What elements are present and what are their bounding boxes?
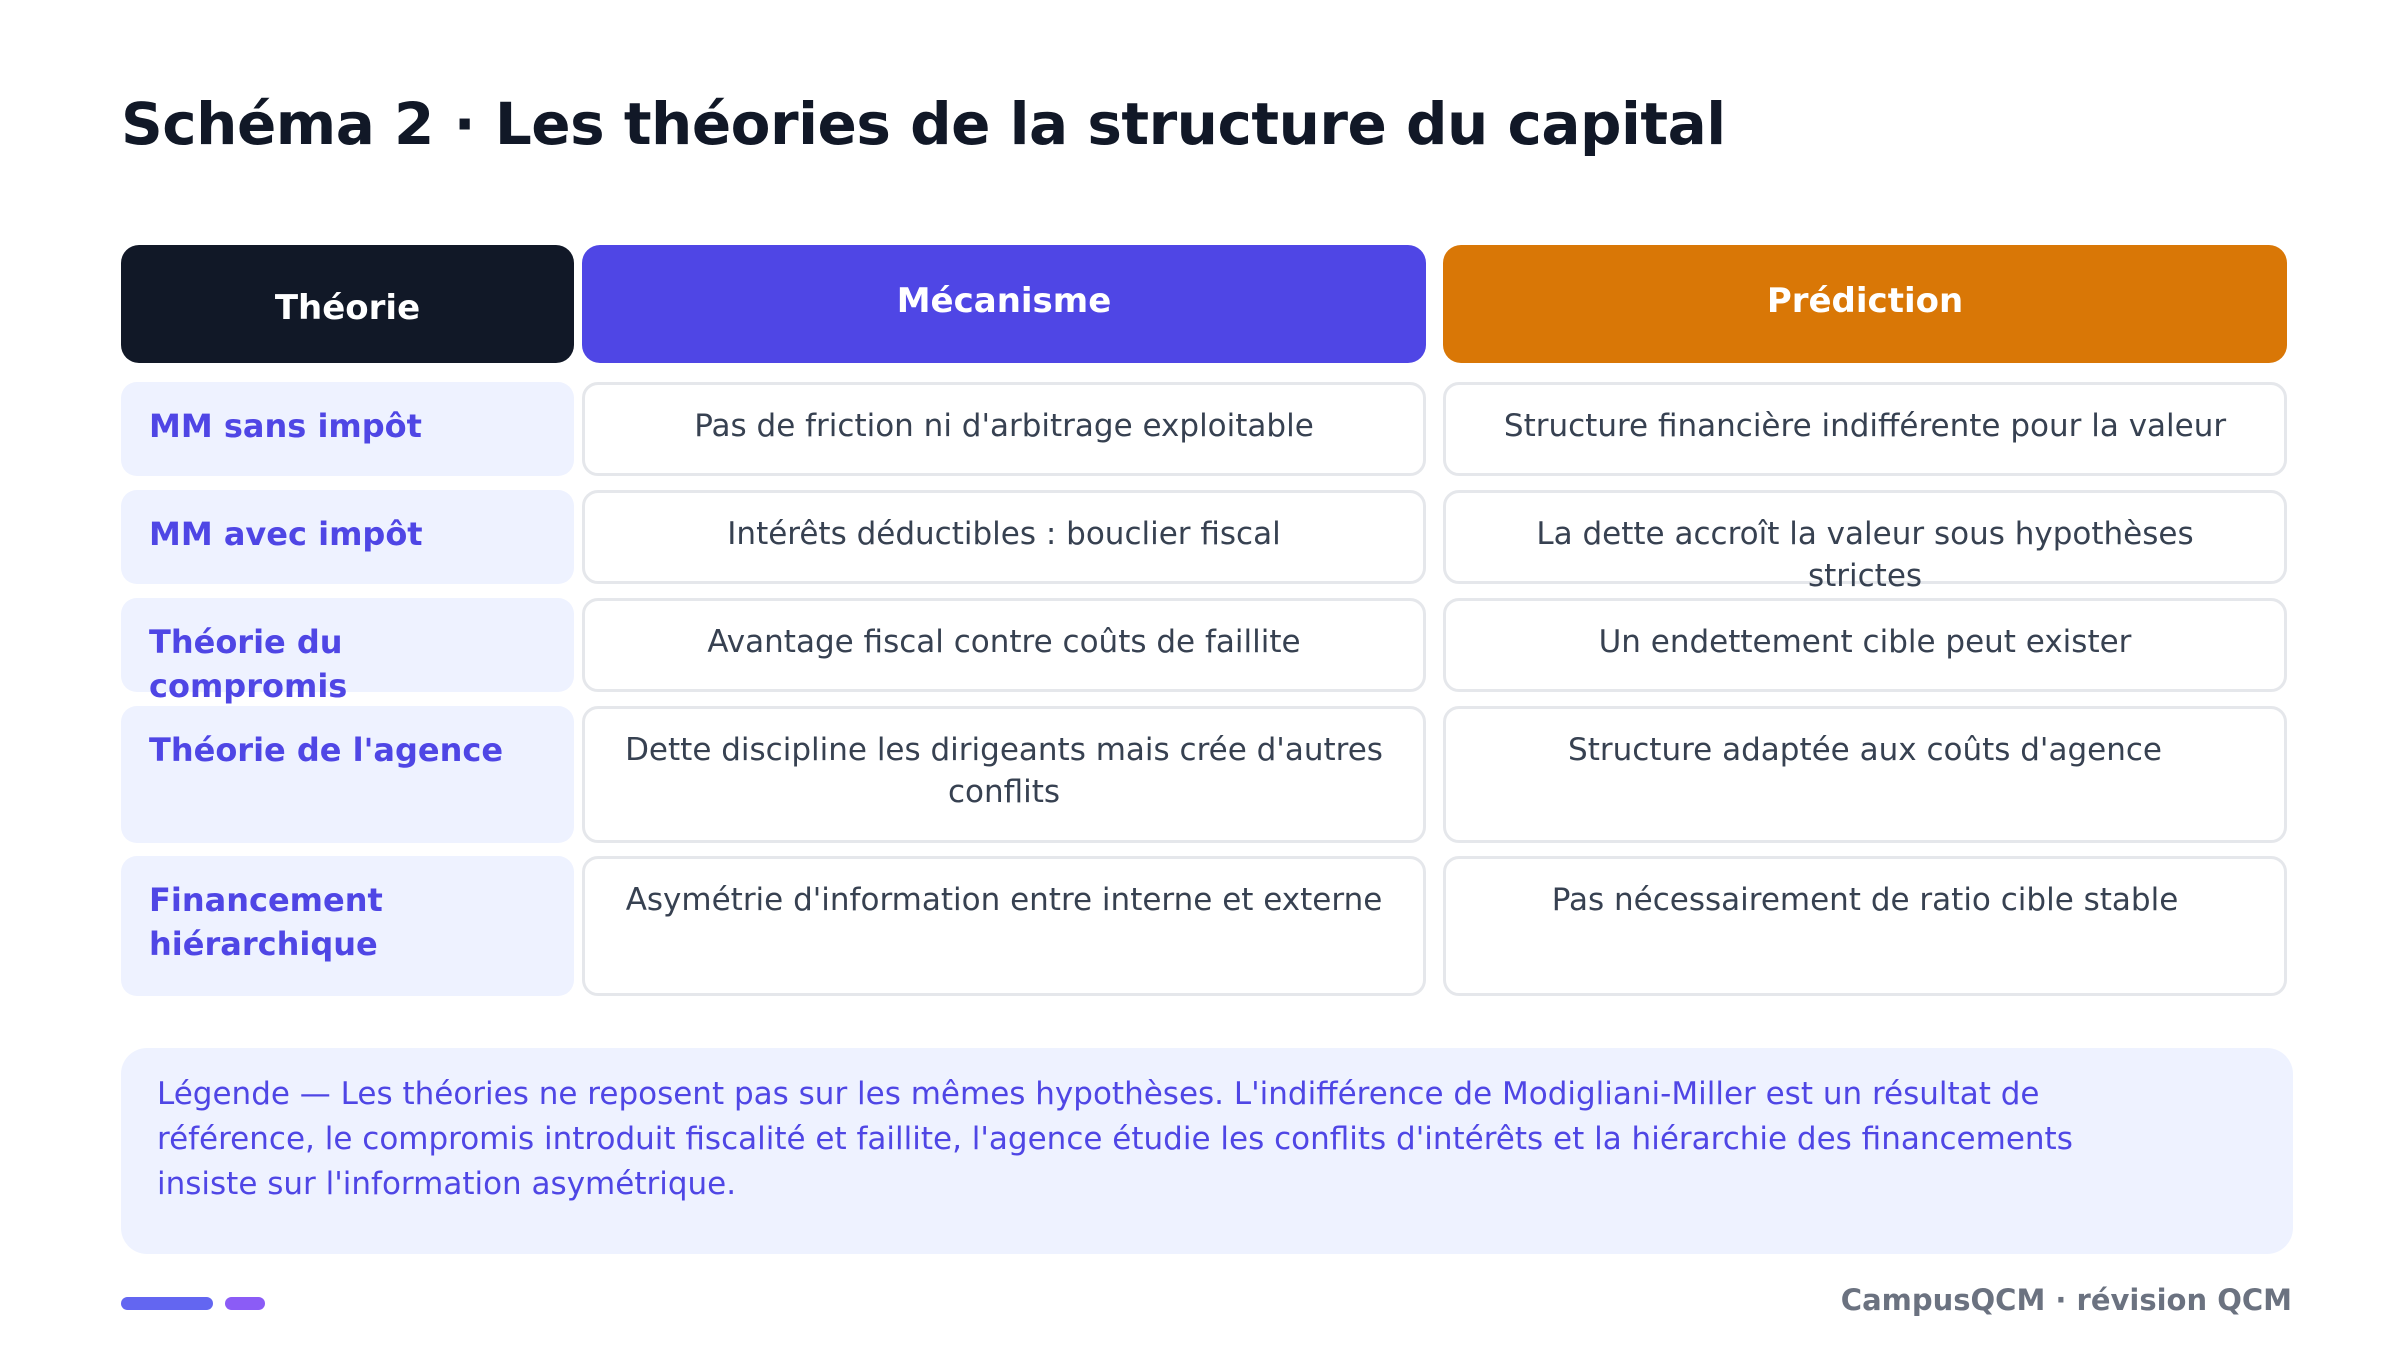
mechanism-cell: Dette discipline les dirigeants mais crée d'autres conflits (582, 706, 1426, 843)
theory-label: Théorie de l'agence (121, 706, 574, 843)
accent-bar-small (225, 1297, 265, 1310)
theory-label: Théorie du compromis (121, 598, 574, 692)
table-row (0, 598, 2400, 705)
footer-brand: CampusQCM · révision QCM (1840, 1283, 2292, 1317)
legend-text: Légende — Les théories ne reposent pas sur les mêmes hypothèses. L'indifférence de Modigliani-Miller est un résultat de référence, le compromis introduit fiscalité et faillite, l'agence étudie les conflits d'intérêts et la hiérarchie des financements insiste sur l'information asymétrique. (157, 1076, 2073, 1202)
prediction-cell: La dette accroît la valeur sous hypothèses strictes (1443, 490, 2287, 584)
column-header-mecanisme: Mécanisme (582, 245, 1426, 363)
mechanism-cell: Pas de friction ni d'arbitrage exploitable (582, 382, 1426, 476)
table-row (0, 706, 2400, 843)
mechanism-cell: Avantage fiscal contre coûts de faillite (582, 598, 1426, 692)
prediction-cell: Un endettement cible peut exister (1443, 598, 2287, 692)
table-row (0, 490, 2400, 594)
column-header-prediction: Prédiction (1443, 245, 2287, 363)
prediction-cell: Pas nécessairement de ratio cible stable (1443, 856, 2287, 996)
page-title: Schéma 2 · Les théories de la structure du capital (121, 90, 1726, 158)
mechanism-cell: Asymétrie d'information entre interne et externe (582, 856, 1426, 996)
theory-label: Financement hiérarchique (121, 856, 574, 996)
table-row (0, 856, 2400, 996)
prediction-cell: Structure financière indifférente pour la valeur (1443, 382, 2287, 476)
theory-label: MM sans impôt (121, 382, 574, 476)
column-header-theorie: Théorie (121, 245, 574, 363)
legend-box (121, 1048, 2293, 1254)
prediction-cell: Structure adaptée aux coûts d'agence (1443, 706, 2287, 843)
accent-bar (121, 1297, 213, 1310)
table-row (0, 382, 2400, 476)
mechanism-cell: Intérêts déductibles : bouclier fiscal (582, 490, 1426, 584)
theory-label: MM avec impôt (121, 490, 574, 584)
